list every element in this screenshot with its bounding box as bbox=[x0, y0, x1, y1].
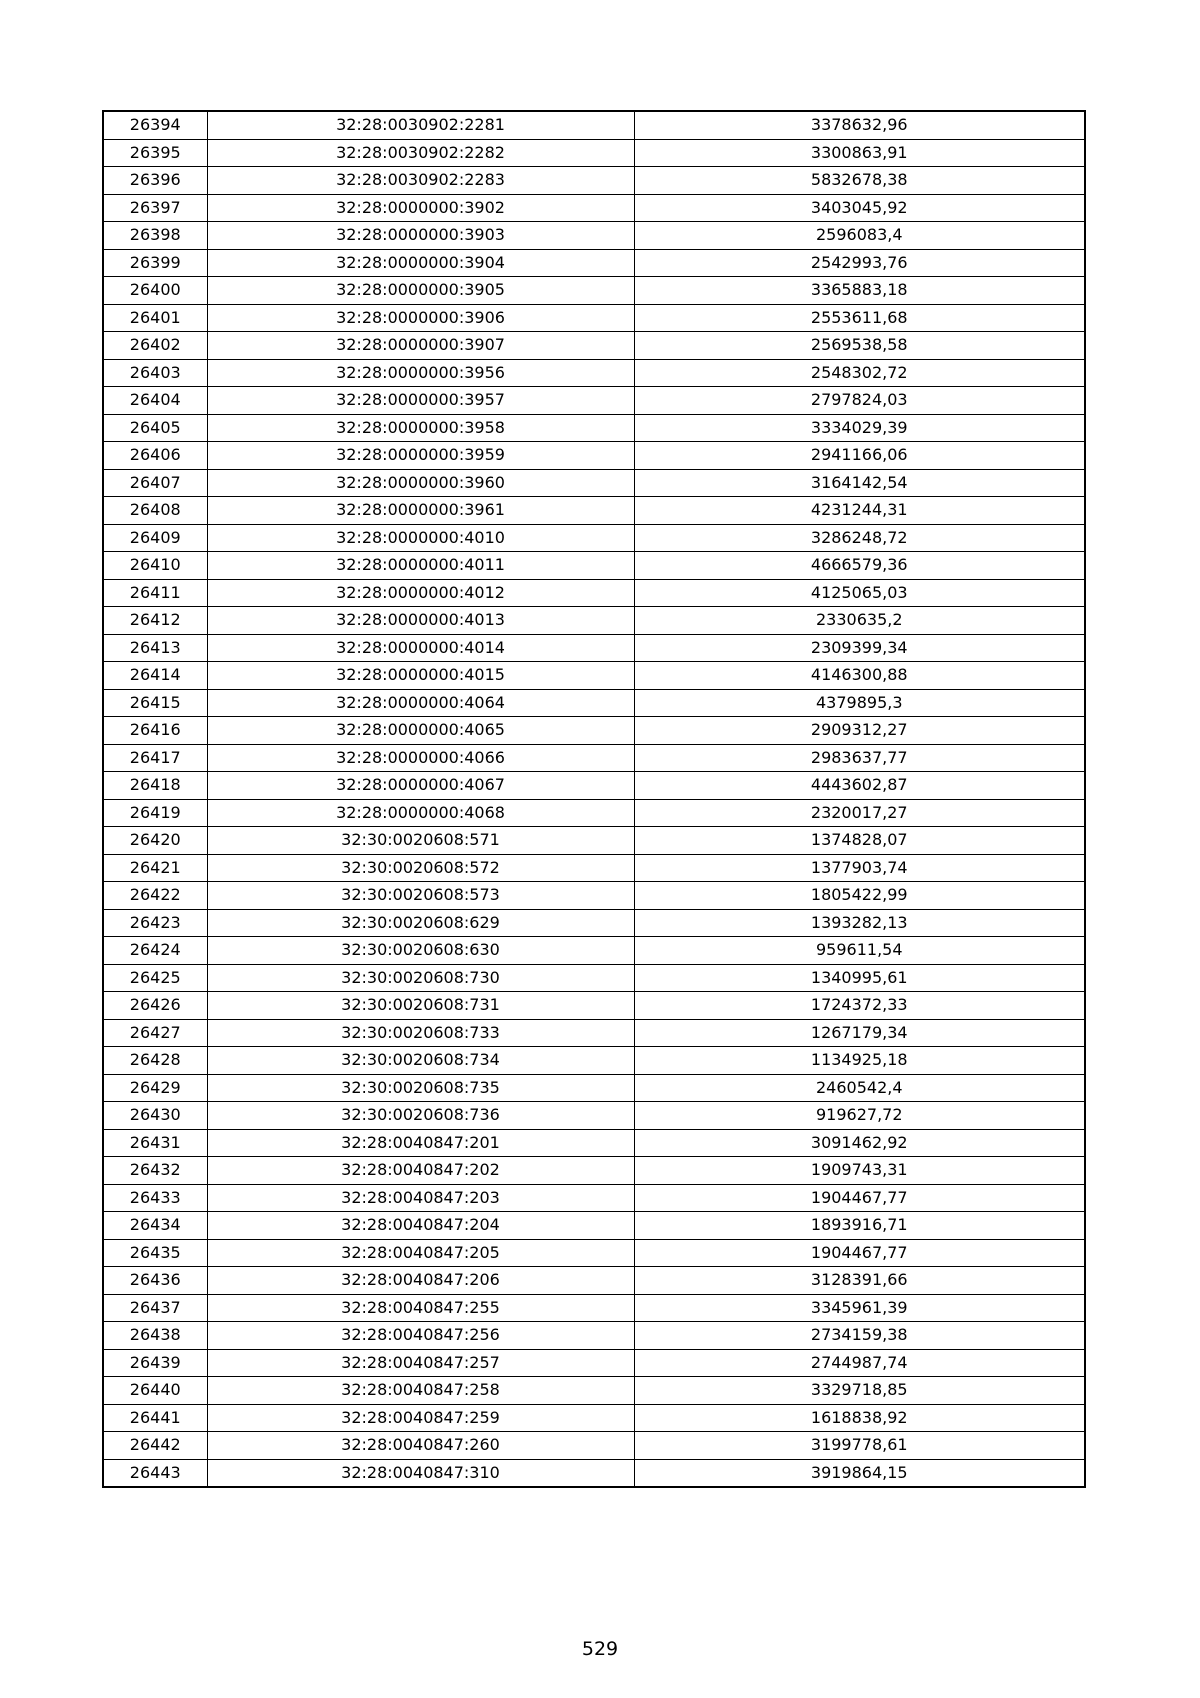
cadastral-number-cell: 32:28:0000000:4066 bbox=[207, 744, 634, 772]
cadastral-value-cell: 3403045,92 bbox=[634, 194, 1085, 222]
cadastral-number-cell: 32:28:0000000:4015 bbox=[207, 662, 634, 690]
cadastral-value-cell: 2569538,58 bbox=[634, 332, 1085, 360]
cadastral-value-cell: 1904467,77 bbox=[634, 1239, 1085, 1267]
cadastral-number-cell: 32:28:0000000:4014 bbox=[207, 634, 634, 662]
row-number-cell: 26439 bbox=[103, 1349, 207, 1377]
row-number-cell: 26436 bbox=[103, 1267, 207, 1295]
cadastral-value-cell: 2553611,68 bbox=[634, 304, 1085, 332]
row-number-cell: 26431 bbox=[103, 1129, 207, 1157]
cadastral-value-cell: 3286248,72 bbox=[634, 524, 1085, 552]
cadastral-value-table bbox=[102, 110, 1086, 1488]
table-row bbox=[103, 111, 1085, 139]
row-number-cell: 26411 bbox=[103, 579, 207, 607]
row-number-cell: 26433 bbox=[103, 1184, 207, 1212]
cadastral-number-cell: 32:30:0020608:733 bbox=[207, 1019, 634, 1047]
table-row bbox=[103, 1459, 1085, 1487]
cadastral-value-cell: 1393282,13 bbox=[634, 909, 1085, 937]
cadastral-number-cell: 32:28:0040847:205 bbox=[207, 1239, 634, 1267]
table-body bbox=[103, 111, 1085, 1487]
cadastral-value-cell: 2983637,77 bbox=[634, 744, 1085, 772]
cadastral-value-cell: 2548302,72 bbox=[634, 359, 1085, 387]
cadastral-value-cell: 3378632,96 bbox=[634, 111, 1085, 139]
table-row bbox=[103, 1432, 1085, 1460]
table-row bbox=[103, 909, 1085, 937]
table-row bbox=[103, 524, 1085, 552]
cadastral-value-cell: 4231244,31 bbox=[634, 497, 1085, 525]
table-row bbox=[103, 607, 1085, 635]
table-row bbox=[103, 1129, 1085, 1157]
row-number-cell: 26420 bbox=[103, 827, 207, 855]
cadastral-number-cell: 32:28:0040847:206 bbox=[207, 1267, 634, 1295]
cadastral-number-cell: 32:28:0040847:257 bbox=[207, 1349, 634, 1377]
cadastral-number-cell: 32:28:0000000:4064 bbox=[207, 689, 634, 717]
table-row bbox=[103, 1184, 1085, 1212]
row-number-cell: 26405 bbox=[103, 414, 207, 442]
cadastral-number-cell: 32:28:0040847:255 bbox=[207, 1294, 634, 1322]
row-number-cell: 26423 bbox=[103, 909, 207, 937]
cadastral-value-cell: 1805422,99 bbox=[634, 882, 1085, 910]
cadastral-number-cell: 32:30:0020608:734 bbox=[207, 1047, 634, 1075]
cadastral-value-cell: 3199778,61 bbox=[634, 1432, 1085, 1460]
row-number-cell: 26419 bbox=[103, 799, 207, 827]
table-row bbox=[103, 1377, 1085, 1405]
cadastral-value-cell: 3128391,66 bbox=[634, 1267, 1085, 1295]
table-row bbox=[103, 1102, 1085, 1130]
table-row bbox=[103, 772, 1085, 800]
table-row bbox=[103, 1322, 1085, 1350]
cadastral-number-cell: 32:28:0000000:3904 bbox=[207, 249, 634, 277]
table-row bbox=[103, 937, 1085, 965]
cadastral-value-cell: 3164142,54 bbox=[634, 469, 1085, 497]
table-row bbox=[103, 497, 1085, 525]
table-row bbox=[103, 992, 1085, 1020]
table-row bbox=[103, 1349, 1085, 1377]
table-row bbox=[103, 799, 1085, 827]
cadastral-number-cell: 32:30:0020608:573 bbox=[207, 882, 634, 910]
cadastral-number-cell: 32:28:0000000:3956 bbox=[207, 359, 634, 387]
cadastral-value-cell: 1904467,77 bbox=[634, 1184, 1085, 1212]
cadastral-number-cell: 32:28:0000000:4065 bbox=[207, 717, 634, 745]
cadastral-value-cell: 4443602,87 bbox=[634, 772, 1085, 800]
cadastral-number-cell: 32:28:0000000:3907 bbox=[207, 332, 634, 360]
cadastral-value-cell: 4379895,3 bbox=[634, 689, 1085, 717]
row-number-cell: 26412 bbox=[103, 607, 207, 635]
cadastral-value-cell: 3300863,91 bbox=[634, 139, 1085, 167]
cadastral-number-cell: 32:28:0030902:2281 bbox=[207, 111, 634, 139]
cadastral-number-cell: 32:28:0000000:3905 bbox=[207, 277, 634, 305]
cadastral-value-cell: 5832678,38 bbox=[634, 167, 1085, 195]
cadastral-value-cell: 1340995,61 bbox=[634, 964, 1085, 992]
row-number-cell: 26409 bbox=[103, 524, 207, 552]
cadastral-number-cell: 32:30:0020608:731 bbox=[207, 992, 634, 1020]
row-number-cell: 26442 bbox=[103, 1432, 207, 1460]
table-row bbox=[103, 277, 1085, 305]
cadastral-number-cell: 32:28:0000000:3903 bbox=[207, 222, 634, 250]
row-number-cell: 26443 bbox=[103, 1459, 207, 1487]
cadastral-value-cell: 4125065,03 bbox=[634, 579, 1085, 607]
table-row bbox=[103, 744, 1085, 772]
cadastral-value-cell: 1893916,71 bbox=[634, 1212, 1085, 1240]
cadastral-number-cell: 32:28:0000000:3961 bbox=[207, 497, 634, 525]
table-row bbox=[103, 194, 1085, 222]
row-number-cell: 26429 bbox=[103, 1074, 207, 1102]
table-row bbox=[103, 1019, 1085, 1047]
cadastral-number-cell: 32:28:0000000:3906 bbox=[207, 304, 634, 332]
cadastral-value-cell: 1909743,31 bbox=[634, 1157, 1085, 1185]
table-row bbox=[103, 827, 1085, 855]
table-row bbox=[103, 442, 1085, 470]
cadastral-value-cell: 2797824,03 bbox=[634, 387, 1085, 415]
cadastral-value-cell: 1267179,34 bbox=[634, 1019, 1085, 1047]
cadastral-number-cell: 32:28:0000000:3957 bbox=[207, 387, 634, 415]
cadastral-number-cell: 32:30:0020608:735 bbox=[207, 1074, 634, 1102]
row-number-cell: 26418 bbox=[103, 772, 207, 800]
cadastral-number-cell: 32:28:0030902:2282 bbox=[207, 139, 634, 167]
cadastral-number-cell: 32:28:0040847:259 bbox=[207, 1404, 634, 1432]
cadastral-value-cell: 3329718,85 bbox=[634, 1377, 1085, 1405]
table-row bbox=[103, 717, 1085, 745]
cadastral-value-cell: 1724372,33 bbox=[634, 992, 1085, 1020]
cadastral-number-cell: 32:28:0000000:4013 bbox=[207, 607, 634, 635]
table-row bbox=[103, 964, 1085, 992]
table-row bbox=[103, 1074, 1085, 1102]
table-row bbox=[103, 882, 1085, 910]
row-number-cell: 26437 bbox=[103, 1294, 207, 1322]
row-number-cell: 26399 bbox=[103, 249, 207, 277]
cadastral-number-cell: 32:28:0000000:3958 bbox=[207, 414, 634, 442]
cadastral-number-cell: 32:30:0020608:736 bbox=[207, 1102, 634, 1130]
cadastral-value-cell: 1618838,92 bbox=[634, 1404, 1085, 1432]
cadastral-number-cell: 32:28:0000000:3960 bbox=[207, 469, 634, 497]
cadastral-number-cell: 32:28:0000000:4068 bbox=[207, 799, 634, 827]
row-number-cell: 26403 bbox=[103, 359, 207, 387]
row-number-cell: 26422 bbox=[103, 882, 207, 910]
cadastral-number-cell: 32:28:0040847:256 bbox=[207, 1322, 634, 1350]
cadastral-value-cell: 4146300,88 bbox=[634, 662, 1085, 690]
cadastral-value-cell: 3919864,15 bbox=[634, 1459, 1085, 1487]
row-number-cell: 26424 bbox=[103, 937, 207, 965]
cadastral-value-cell: 3334029,39 bbox=[634, 414, 1085, 442]
table-row bbox=[103, 689, 1085, 717]
row-number-cell: 26428 bbox=[103, 1047, 207, 1075]
cadastral-number-cell: 32:30:0020608:572 bbox=[207, 854, 634, 882]
cadastral-value-cell: 3365883,18 bbox=[634, 277, 1085, 305]
row-number-cell: 26410 bbox=[103, 552, 207, 580]
cadastral-number-cell: 32:28:0040847:310 bbox=[207, 1459, 634, 1487]
table-row bbox=[103, 387, 1085, 415]
row-number-cell: 26432 bbox=[103, 1157, 207, 1185]
table-row bbox=[103, 469, 1085, 497]
table-row bbox=[103, 552, 1085, 580]
cadastral-number-cell: 32:30:0020608:730 bbox=[207, 964, 634, 992]
cadastral-number-cell: 32:30:0020608:629 bbox=[207, 909, 634, 937]
row-number-cell: 26440 bbox=[103, 1377, 207, 1405]
row-number-cell: 26395 bbox=[103, 139, 207, 167]
cadastral-number-cell: 32:30:0020608:571 bbox=[207, 827, 634, 855]
table-row bbox=[103, 139, 1085, 167]
row-number-cell: 26427 bbox=[103, 1019, 207, 1047]
row-number-cell: 26402 bbox=[103, 332, 207, 360]
table-row bbox=[103, 1239, 1085, 1267]
row-number-cell: 26404 bbox=[103, 387, 207, 415]
cadastral-value-cell: 2596083,4 bbox=[634, 222, 1085, 250]
cadastral-value-cell: 3091462,92 bbox=[634, 1129, 1085, 1157]
cadastral-number-cell: 32:28:0000000:4011 bbox=[207, 552, 634, 580]
row-number-cell: 26425 bbox=[103, 964, 207, 992]
row-number-cell: 26430 bbox=[103, 1102, 207, 1130]
cadastral-value-cell: 1134925,18 bbox=[634, 1047, 1085, 1075]
row-number-cell: 26400 bbox=[103, 277, 207, 305]
row-number-cell: 26401 bbox=[103, 304, 207, 332]
table-row bbox=[103, 167, 1085, 195]
cadastral-number-cell: 32:28:0040847:204 bbox=[207, 1212, 634, 1240]
table-row bbox=[103, 579, 1085, 607]
table-row bbox=[103, 332, 1085, 360]
cadastral-number-cell: 32:28:0040847:203 bbox=[207, 1184, 634, 1212]
table-row bbox=[103, 1267, 1085, 1295]
cadastral-number-cell: 32:28:0040847:258 bbox=[207, 1377, 634, 1405]
cadastral-number-cell: 32:28:0040847:202 bbox=[207, 1157, 634, 1185]
cadastral-number-cell: 32:30:0020608:630 bbox=[207, 937, 634, 965]
row-number-cell: 26417 bbox=[103, 744, 207, 772]
table-row bbox=[103, 1294, 1085, 1322]
row-number-cell: 26421 bbox=[103, 854, 207, 882]
row-number-cell: 26434 bbox=[103, 1212, 207, 1240]
row-number-cell: 26438 bbox=[103, 1322, 207, 1350]
row-number-cell: 26397 bbox=[103, 194, 207, 222]
cadastral-value-cell: 2744987,74 bbox=[634, 1349, 1085, 1377]
table-row bbox=[103, 662, 1085, 690]
cadastral-number-cell: 32:28:0000000:4067 bbox=[207, 772, 634, 800]
row-number-cell: 26426 bbox=[103, 992, 207, 1020]
cadastral-value-cell: 1377903,74 bbox=[634, 854, 1085, 882]
row-number-cell: 26408 bbox=[103, 497, 207, 525]
cadastral-value-cell: 2330635,2 bbox=[634, 607, 1085, 635]
table-row bbox=[103, 854, 1085, 882]
table-row bbox=[103, 634, 1085, 662]
row-number-cell: 26435 bbox=[103, 1239, 207, 1267]
cadastral-value-cell: 2542993,76 bbox=[634, 249, 1085, 277]
cadastral-value-cell: 2309399,34 bbox=[634, 634, 1085, 662]
table-row bbox=[103, 1157, 1085, 1185]
table-row bbox=[103, 304, 1085, 332]
cadastral-value-cell: 2734159,38 bbox=[634, 1322, 1085, 1350]
row-number-cell: 26396 bbox=[103, 167, 207, 195]
cadastral-value-cell: 1374828,07 bbox=[634, 827, 1085, 855]
table-row bbox=[103, 1047, 1085, 1075]
cadastral-value-cell: 919627,72 bbox=[634, 1102, 1085, 1130]
table-row bbox=[103, 414, 1085, 442]
cadastral-number-cell: 32:28:0040847:201 bbox=[207, 1129, 634, 1157]
cadastral-value-cell: 3345961,39 bbox=[634, 1294, 1085, 1322]
row-number-cell: 26414 bbox=[103, 662, 207, 690]
table-row bbox=[103, 359, 1085, 387]
table-row bbox=[103, 222, 1085, 250]
cadastral-value-cell: 2941166,06 bbox=[634, 442, 1085, 470]
cadastral-number-cell: 32:28:0000000:3959 bbox=[207, 442, 634, 470]
row-number-cell: 26398 bbox=[103, 222, 207, 250]
table-row bbox=[103, 249, 1085, 277]
page-number: 529 bbox=[581, 1638, 619, 1660]
cadastral-value-cell: 4666579,36 bbox=[634, 552, 1085, 580]
table-row bbox=[103, 1404, 1085, 1432]
cadastral-value-cell: 959611,54 bbox=[634, 937, 1085, 965]
row-number-cell: 26394 bbox=[103, 111, 207, 139]
row-number-cell: 26415 bbox=[103, 689, 207, 717]
row-number-cell: 26407 bbox=[103, 469, 207, 497]
cadastral-number-cell: 32:28:0040847:260 bbox=[207, 1432, 634, 1460]
row-number-cell: 26413 bbox=[103, 634, 207, 662]
cadastral-value-cell: 2909312,27 bbox=[634, 717, 1085, 745]
cadastral-value-cell: 2460542,4 bbox=[634, 1074, 1085, 1102]
cadastral-number-cell: 32:28:0000000:4012 bbox=[207, 579, 634, 607]
cadastral-number-cell: 32:28:0000000:4010 bbox=[207, 524, 634, 552]
cadastral-number-cell: 32:28:0000000:3902 bbox=[207, 194, 634, 222]
row-number-cell: 26406 bbox=[103, 442, 207, 470]
cadastral-number-cell: 32:28:0030902:2283 bbox=[207, 167, 634, 195]
row-number-cell: 26416 bbox=[103, 717, 207, 745]
row-number-cell: 26441 bbox=[103, 1404, 207, 1432]
table-row bbox=[103, 1212, 1085, 1240]
cadastral-value-cell: 2320017,27 bbox=[634, 799, 1085, 827]
